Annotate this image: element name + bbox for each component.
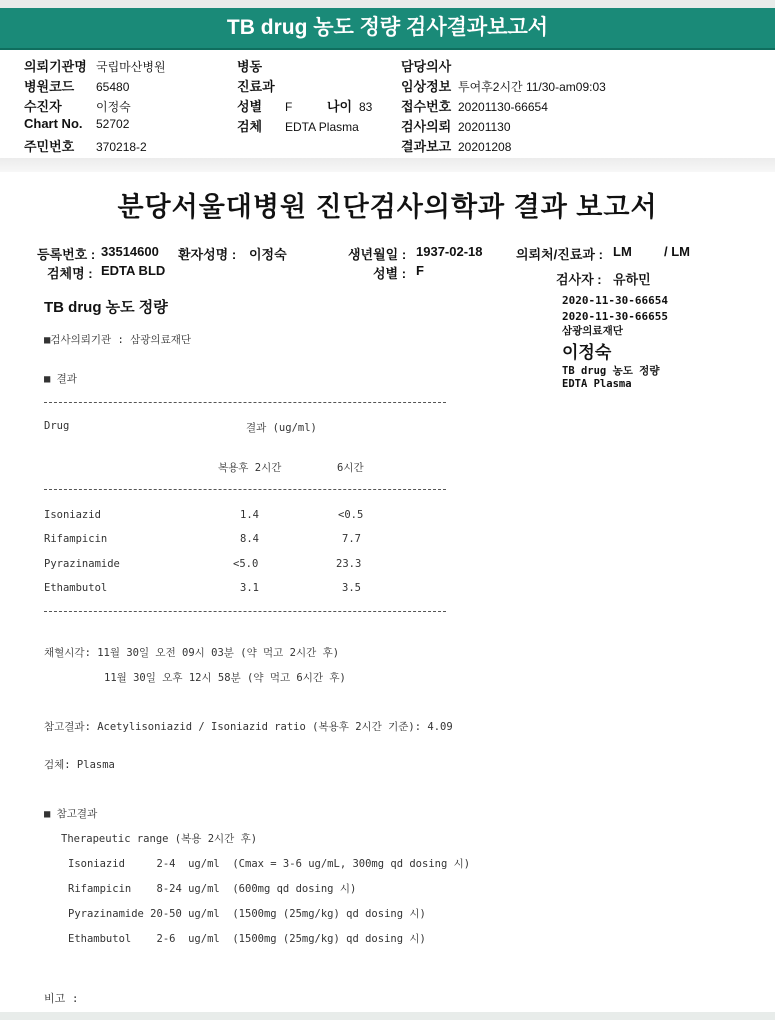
header-value: 65480: [96, 80, 130, 94]
dept-value: LM: [613, 244, 632, 259]
reg-label: 등록번호 :: [37, 247, 96, 262]
dept-label: 의뢰처/진료과 :: [516, 247, 603, 262]
result-heading: ■ 결과: [44, 373, 77, 385]
therapeutic-row: Rifampicin 8-24 ug/ml (600mg qd dosing 시): [68, 883, 357, 895]
patient-value: 이정숙: [249, 247, 287, 262]
specimen-line: 검체: Plasma: [44, 759, 115, 771]
sticker-line: TB drug 농도 정량: [562, 365, 660, 377]
result-6h: 7.7: [342, 533, 361, 545]
header-value: 20201130-66654: [458, 100, 548, 114]
document-title: TB drug 농도 정량 검사결과보고서: [0, 8, 775, 50]
table-divider: [44, 489, 446, 490]
drug-name: Pyrazinamide: [44, 558, 120, 570]
birth-label: 생년월일 :: [348, 247, 407, 262]
test-name: TB drug 농도 정량: [44, 299, 168, 316]
header-label: 성별: [237, 99, 263, 114]
drug-name: Isoniazid: [44, 509, 101, 521]
result-2h: <5.0: [233, 558, 259, 570]
specimen-label: 검체명 :: [47, 266, 93, 281]
drug-name: Ethambutol: [44, 582, 108, 594]
patient-label: 환자성명 :: [178, 247, 237, 262]
hospital-report-title: 분당서울대병원 진단검사의학과 결과 보고서: [117, 192, 658, 222]
header-label: 주민번호: [24, 139, 75, 154]
header-col3: [401, 56, 606, 156]
header-label: 결과보고: [401, 139, 452, 154]
header-value: 20201208: [458, 140, 512, 154]
therapeutic-heading: Therapeutic range (복용 2시간 후): [61, 833, 258, 845]
top-strip: [0, 0, 775, 8]
specimen-sticker: [562, 294, 668, 390]
header-label: 의뢰기관명: [24, 59, 87, 74]
col-drug: Drug: [44, 420, 70, 432]
sticker-name: 이정숙: [562, 343, 612, 363]
result-2h: 1.4: [240, 509, 259, 521]
examiner-value: 유하민: [613, 272, 651, 287]
col-2h: 복용후 2시간: [218, 462, 282, 474]
drug-name: Rifampicin: [44, 533, 108, 545]
therapeutic-row: Isoniazid 2-4 ug/ml (Cmax = 3-6 ug/mL, 300mg qd dosing 시): [68, 858, 471, 870]
result-6h: 23.3: [336, 558, 362, 570]
age-value: 83: [359, 100, 373, 114]
table-divider: [44, 402, 446, 403]
header-label: 담당의사: [401, 59, 452, 74]
separator-band: [0, 158, 775, 172]
result-6h: <0.5: [338, 509, 364, 521]
header-col1: [24, 56, 166, 156]
remarks: 비고 :: [44, 992, 79, 1005]
header-label: 검체: [237, 119, 263, 134]
reference-ratio: 참고결과: Acetylisoniazid / Isoniazid ratio (복용후 2시간 기준): 4.09: [44, 721, 453, 733]
result-2h: 8.4: [240, 533, 259, 545]
examiner-label: 검사자 :: [556, 272, 602, 287]
header-label: 병동: [237, 59, 263, 74]
specimen-value: EDTA BLD: [101, 263, 166, 278]
sex-label: 성별 :: [373, 266, 407, 281]
header-label: 진료과: [237, 79, 275, 94]
header-value: 국립마산병원: [96, 60, 166, 74]
sticker-line: EDTA Plasma: [562, 378, 632, 390]
header-label: 수진자: [24, 99, 62, 114]
reference-heading: ■ 참고결과: [44, 808, 98, 820]
header-value: 20201130: [458, 120, 511, 134]
table-divider: [44, 611, 446, 612]
lab-institution: ■검사의뢰기관 : 삼광의료재단: [44, 334, 192, 346]
sampling-time-1: 채혈시각: 11월 30일 오전 09시 03분 (약 먹고 2시간 후): [44, 647, 340, 659]
header-value: 52702: [96, 117, 130, 131]
sticker-line: 삼광의료재단: [562, 325, 623, 337]
header-value: 투여후2시간 11/30-am09:03: [458, 80, 606, 94]
therapeutic-row: Pyrazinamide 20-50 ug/ml (1500mg (25mg/kg) qd dosing 시): [68, 908, 426, 920]
col-6h: 6시간: [337, 462, 364, 474]
result-2h: 3.1: [240, 582, 259, 594]
result-6h: 3.5: [342, 582, 361, 594]
sticker-line: 2020-11-30-66654: [562, 294, 668, 307]
dept-value-2: / LM: [664, 244, 690, 259]
col-result: 결과 (ug/ml): [246, 422, 317, 434]
header-label: Chart No.: [24, 116, 83, 131]
header-value: 이정숙: [96, 100, 131, 114]
sticker-line: 2020-11-30-66655: [562, 310, 668, 323]
sampling-time-2: 11월 30일 오후 12시 58분 (약 먹고 6시간 후): [104, 672, 346, 684]
birth-value: 1937-02-18: [416, 244, 483, 259]
bottom-strip: [0, 1012, 775, 1020]
reg-value: 33514600: [101, 244, 159, 259]
header-label: 검사의뢰: [401, 119, 452, 134]
header-label: 병원코드: [24, 79, 75, 94]
header-col2: [237, 56, 372, 136]
header-value: F: [285, 100, 293, 114]
header-value: 370218-2: [96, 140, 147, 154]
sex-value: F: [416, 263, 424, 278]
header-label: 접수번호: [401, 99, 452, 114]
header-value: EDTA Plasma: [285, 120, 359, 134]
therapeutic-row: Ethambutol 2-6 ug/ml (1500mg (25mg/kg) qd dosing 시): [68, 933, 426, 945]
header-label: 임상정보: [401, 79, 452, 94]
age-label: 나이: [327, 99, 353, 114]
